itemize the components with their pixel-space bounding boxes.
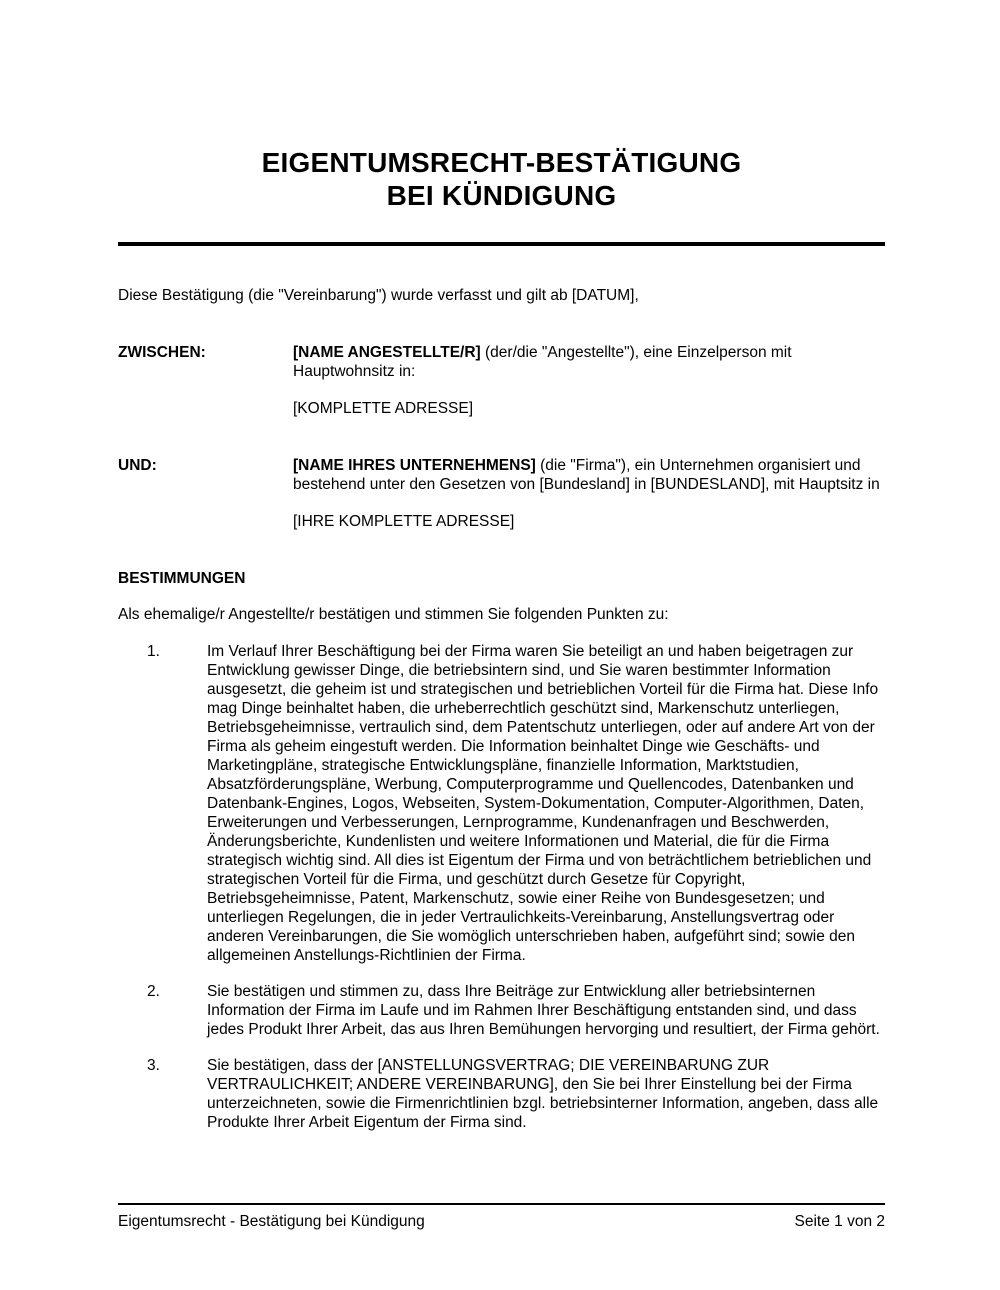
party-employee-address-placeholder: [KOMPLETTE ADRESSE] <box>293 400 474 417</box>
party-company-description <box>293 456 885 494</box>
title-divider <box>118 242 885 246</box>
clause-list <box>118 642 885 1132</box>
party-employee-name-placeholder: [NAME ANGESTELLTE/R] <box>293 344 481 361</box>
intro-paragraph: Diese Bestätigung (die "Vereinbarung") wurde verfasst und gilt ab [DATUM], <box>118 287 639 304</box>
footer-document-name: Eigentumsrecht - Bestätigung bei Kündigung <box>118 1213 425 1230</box>
party-company-body <box>293 456 885 531</box>
party-company <box>118 456 885 531</box>
page-footer <box>118 1203 885 1231</box>
clause-number: 2. <box>147 983 160 1000</box>
party-employee-body <box>293 343 885 418</box>
clause-text: Sie bestätigen und stimmen zu, dass Ihre Beiträge zur Entwicklung aller betriebsinternen Information der Firma im Laufe und im Rahmen Ihrer Beschäftigung entstanden sind, und dass jedes Produkt Ihrer Arbeit, das aus Ihren Bemühungen hervorging und resultiert, der Firma gehört. <box>207 983 880 1038</box>
party-employee-description <box>293 343 885 381</box>
document-title-line2: BEI KÜNDIGUNG <box>386 180 617 211</box>
party-employee-description-text: (der/die "Angestellte"), eine Einzelperson mit Hauptwohnsitz in: <box>293 344 792 380</box>
section-intro-paragraph: Als ehemalige/r Angestellte/r bestätigen und stimmen Sie folgenden Punkten zu: <box>118 606 669 623</box>
document-title-line1: EIGENTUMSRECHT-BESTÄTIGUNG <box>261 147 742 178</box>
clause-text: Sie bestätigen, dass der [ANSTELLUNGSVERTRAG; DIE VEREINBARUNG ZUR VERTRAULICHKEIT; ANDERE VEREINBARUNG], den Sie bei Ihrer Einstellung bei der Firma unterzeichneten, sowie die Firmenrichtlinien bzgl. betriebsinterner Information, angeben, dass alle Produkte Ihrer Arbeit Eigentum der Firma sind. <box>207 1057 879 1131</box>
clause-item-1 <box>118 642 885 965</box>
party-company-name-placeholder: [NAME IHRES UNTERNEHMENS] <box>293 457 536 474</box>
footer-page-number: Seite 1 von 2 <box>794 1213 885 1230</box>
document-title <box>118 146 885 212</box>
clause-text: Im Verlauf Ihrer Beschäftigung bei der Firma waren Sie beteiligt an und haben beigetragen zur Entwicklung gewisser Dinge, die betriebsintern sind, und Sie waren bestimmter Information ausgesetzt, die geheim ist und strategischen und betrieblichen Vorteil für die Firma hat. Diese Info mag Dinge beinhaltet haben, die urheberrechtlich geschützt sind, Markenschutz unterliegen, Betriebsgeheimnisse, vertraulich sind, dem Patentschutz unterliegen, oder auf andere Art von der Firma als geheim eingestuft werden. Die Information beinhaltet Dinge wie Geschäfts- und Marketingpläne, strategische Entwicklungspläne, finanzielle Information, Marktstudien, Absatzförderungspläne, Werbung, Computerprogramme und Quellencodes, Datenbanken und Datenbank-Engines, Logos, Webseiten, System-Dokumentation, Computer-Algorithmen, Daten, Erweiterungen und Verbesserungen, Lernprogramme, Kundenanfragen und Beschwerden, Änderungsberichte, Kundenlisten und weitere Informationen und Material, die für die Firma strategisch wichtig sind. All dies ist Eigentum der Firma und von beträchtlichem betrieblichen und strategischen Vorteil für die Firma, und geschützt durch Gesetze für Copyright, Betriebsgeheimnisse, Patent, Markenschutz, sowie einer Reihe von Bundesgesetzen; und unterliegen Regelungen, die in jeder Vertraulichkeits-Vereinbarung, Anstellungsvertrag oder anderen Vereinbarungen, die Sie womöglich unterschrieben haben, aufgeführt sind; sowie den allgemeinen Anstellungs-Richtlinien der Firma. <box>207 643 879 964</box>
party-company-address-placeholder: [IHRE KOMPLETTE ADRESSE] <box>293 513 515 530</box>
party-company-description-text: (die "Firma"), ein Unternehmen organisiert und bestehend unter den Gesetzen von [Bundesland] in [BUNDESLAND], mit Hauptsitz in <box>293 457 880 493</box>
party-company-label: UND: <box>118 457 157 474</box>
party-employee-label: ZWISCHEN: <box>118 344 206 361</box>
clause-number: 1. <box>147 643 160 660</box>
section-heading-bestimmungen: BESTIMMUNGEN <box>118 570 246 587</box>
party-employee <box>118 343 885 418</box>
clause-number: 3. <box>147 1057 160 1074</box>
clause-item-3 <box>118 1056 885 1132</box>
clause-item-2 <box>118 982 885 1039</box>
